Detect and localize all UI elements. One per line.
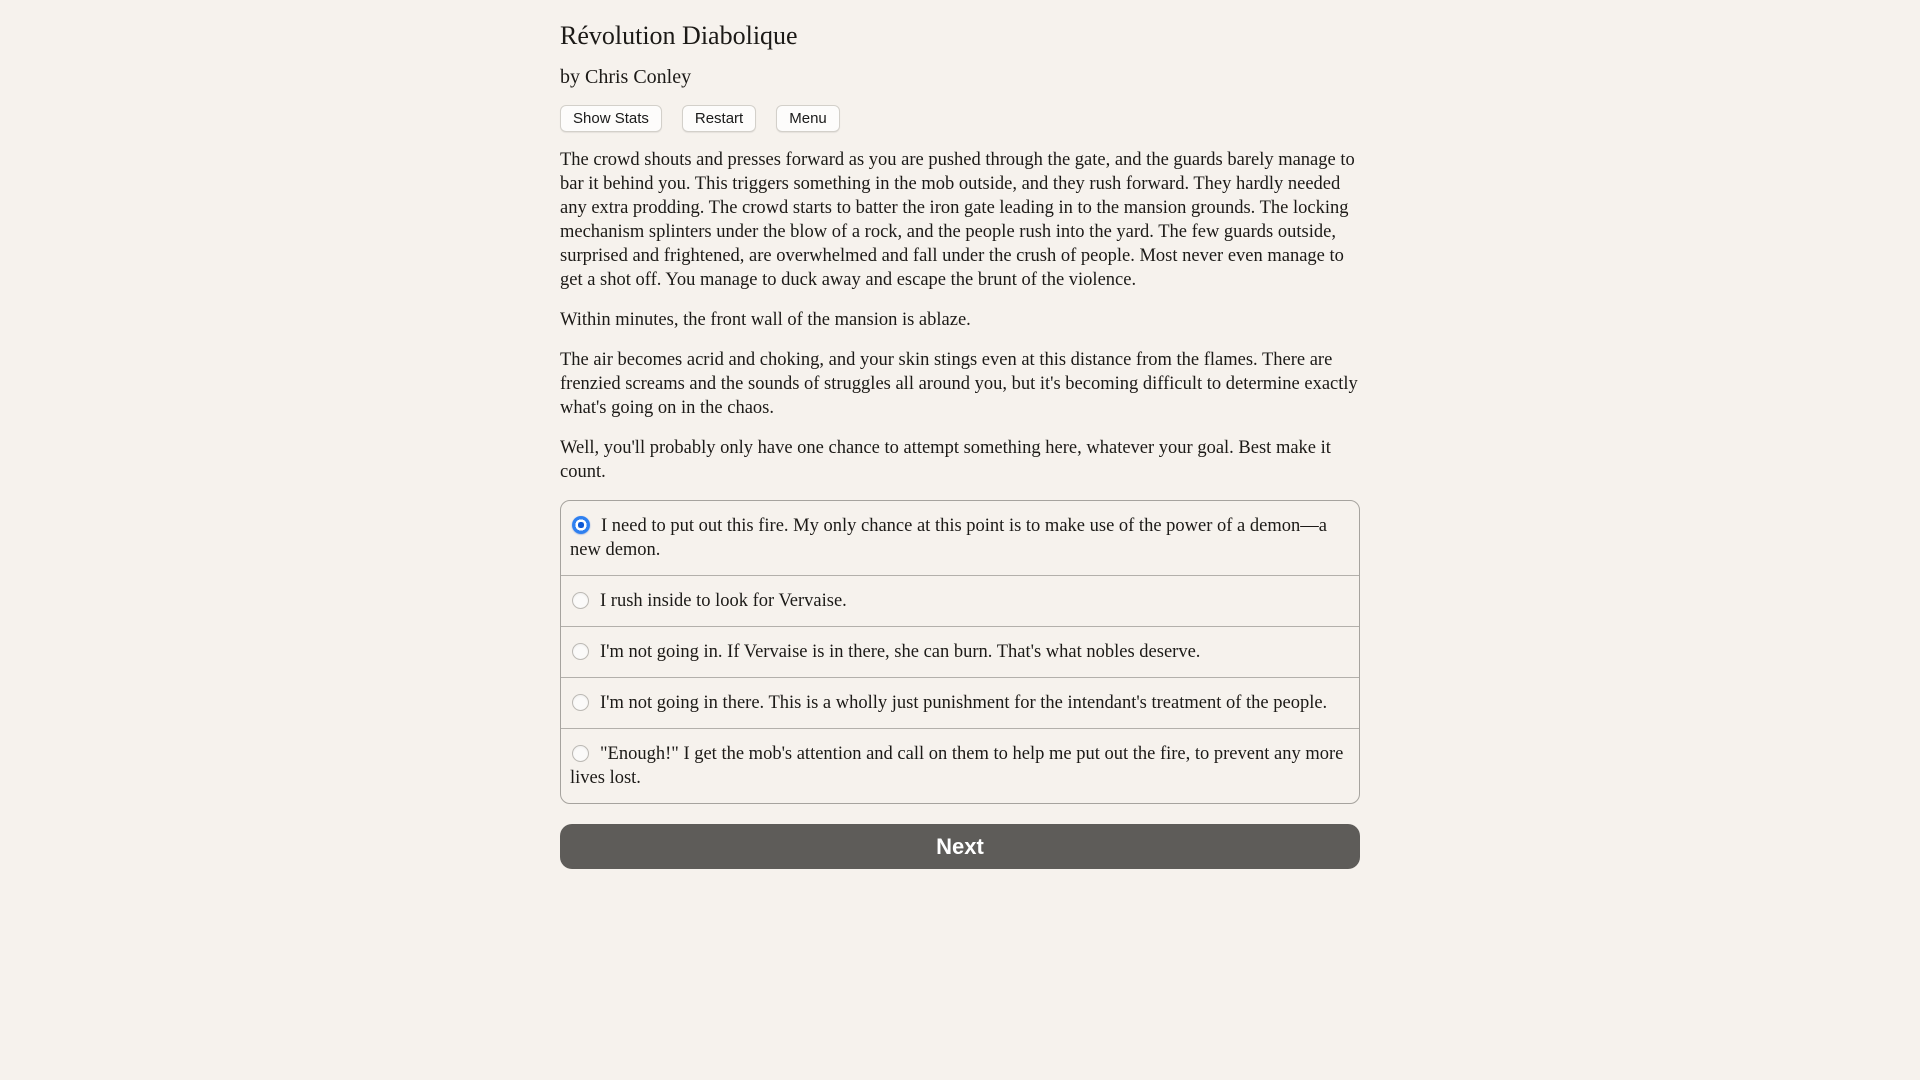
choice-label: I need to put out this fire. My only chance at this point is to make use of the power of a demon—a new demon. [570, 516, 1327, 561]
choice-list [560, 500, 1360, 804]
choice-label: I rush inside to look for Vervaise. [600, 591, 847, 612]
next-button[interactable]: Next [560, 824, 1360, 869]
radio-button[interactable] [572, 745, 589, 762]
story-paragraph: Well, you'll probably only have one chance to attempt something here, whatever your goal. Best make it count. [560, 438, 1331, 483]
page-title: Révolution Diabolique [560, 21, 798, 50]
choice-option-4[interactable] [561, 677, 1359, 728]
story-paragraph: Within minutes, the front wall of the mansion is ablaze. [560, 310, 971, 331]
choice-option-5[interactable] [561, 728, 1359, 803]
radio-button[interactable] [572, 592, 589, 609]
menu-button[interactable]: Menu [776, 105, 840, 132]
choice-label: I'm not going in there. This is a wholly just punishment for the intendant's treatment of the people. [600, 693, 1328, 714]
toolbar [560, 105, 1360, 132]
choice-label: I'm not going in. If Vervaise is in there, she can burn. That's what nobles deserve. [600, 642, 1201, 663]
radio-button[interactable] [572, 694, 589, 711]
story-text [560, 148, 1360, 484]
story-paragraph: The air becomes acrid and choking, and your skin stings even at this distance from the flames. There are frenzied screams and the sounds of struggles all around you, but it's becoming difficult to determine exactly what's going on in the chaos. [560, 350, 1358, 419]
restart-button[interactable]: Restart [682, 105, 756, 132]
story-paragraph: The crowd shouts and presses forward as you are pushed through the gate, and the guards barely manage to bar it behind you. This triggers something in the mob outside, and they rush forward. They hardly needed any extra prodding. The crowd starts to batter the iron gate leading in to the mansion grounds. The locking mechanism splinters under the blow of a rock, and the people rush into the yard. The few guards outside, surprised and frightened, are overwhelmed and fall under the crush of people. Most never even manage to get a shot off. You manage to duck away and escape the brunt of the violence. [560, 150, 1355, 291]
choice-option-1[interactable] [561, 501, 1359, 575]
choice-label: "Enough!" I get the mob's attention and call on them to help me put out the fire, to prevent any more lives lost. [570, 744, 1344, 789]
choice-option-3[interactable] [561, 626, 1359, 677]
show-stats-button[interactable]: Show Stats [560, 105, 662, 132]
game-page [560, 0, 1360, 869]
author-byline: by Chris Conley [560, 66, 692, 89]
choice-option-2[interactable] [561, 575, 1359, 626]
radio-button[interactable] [572, 643, 589, 660]
radio-button[interactable] [572, 516, 590, 534]
